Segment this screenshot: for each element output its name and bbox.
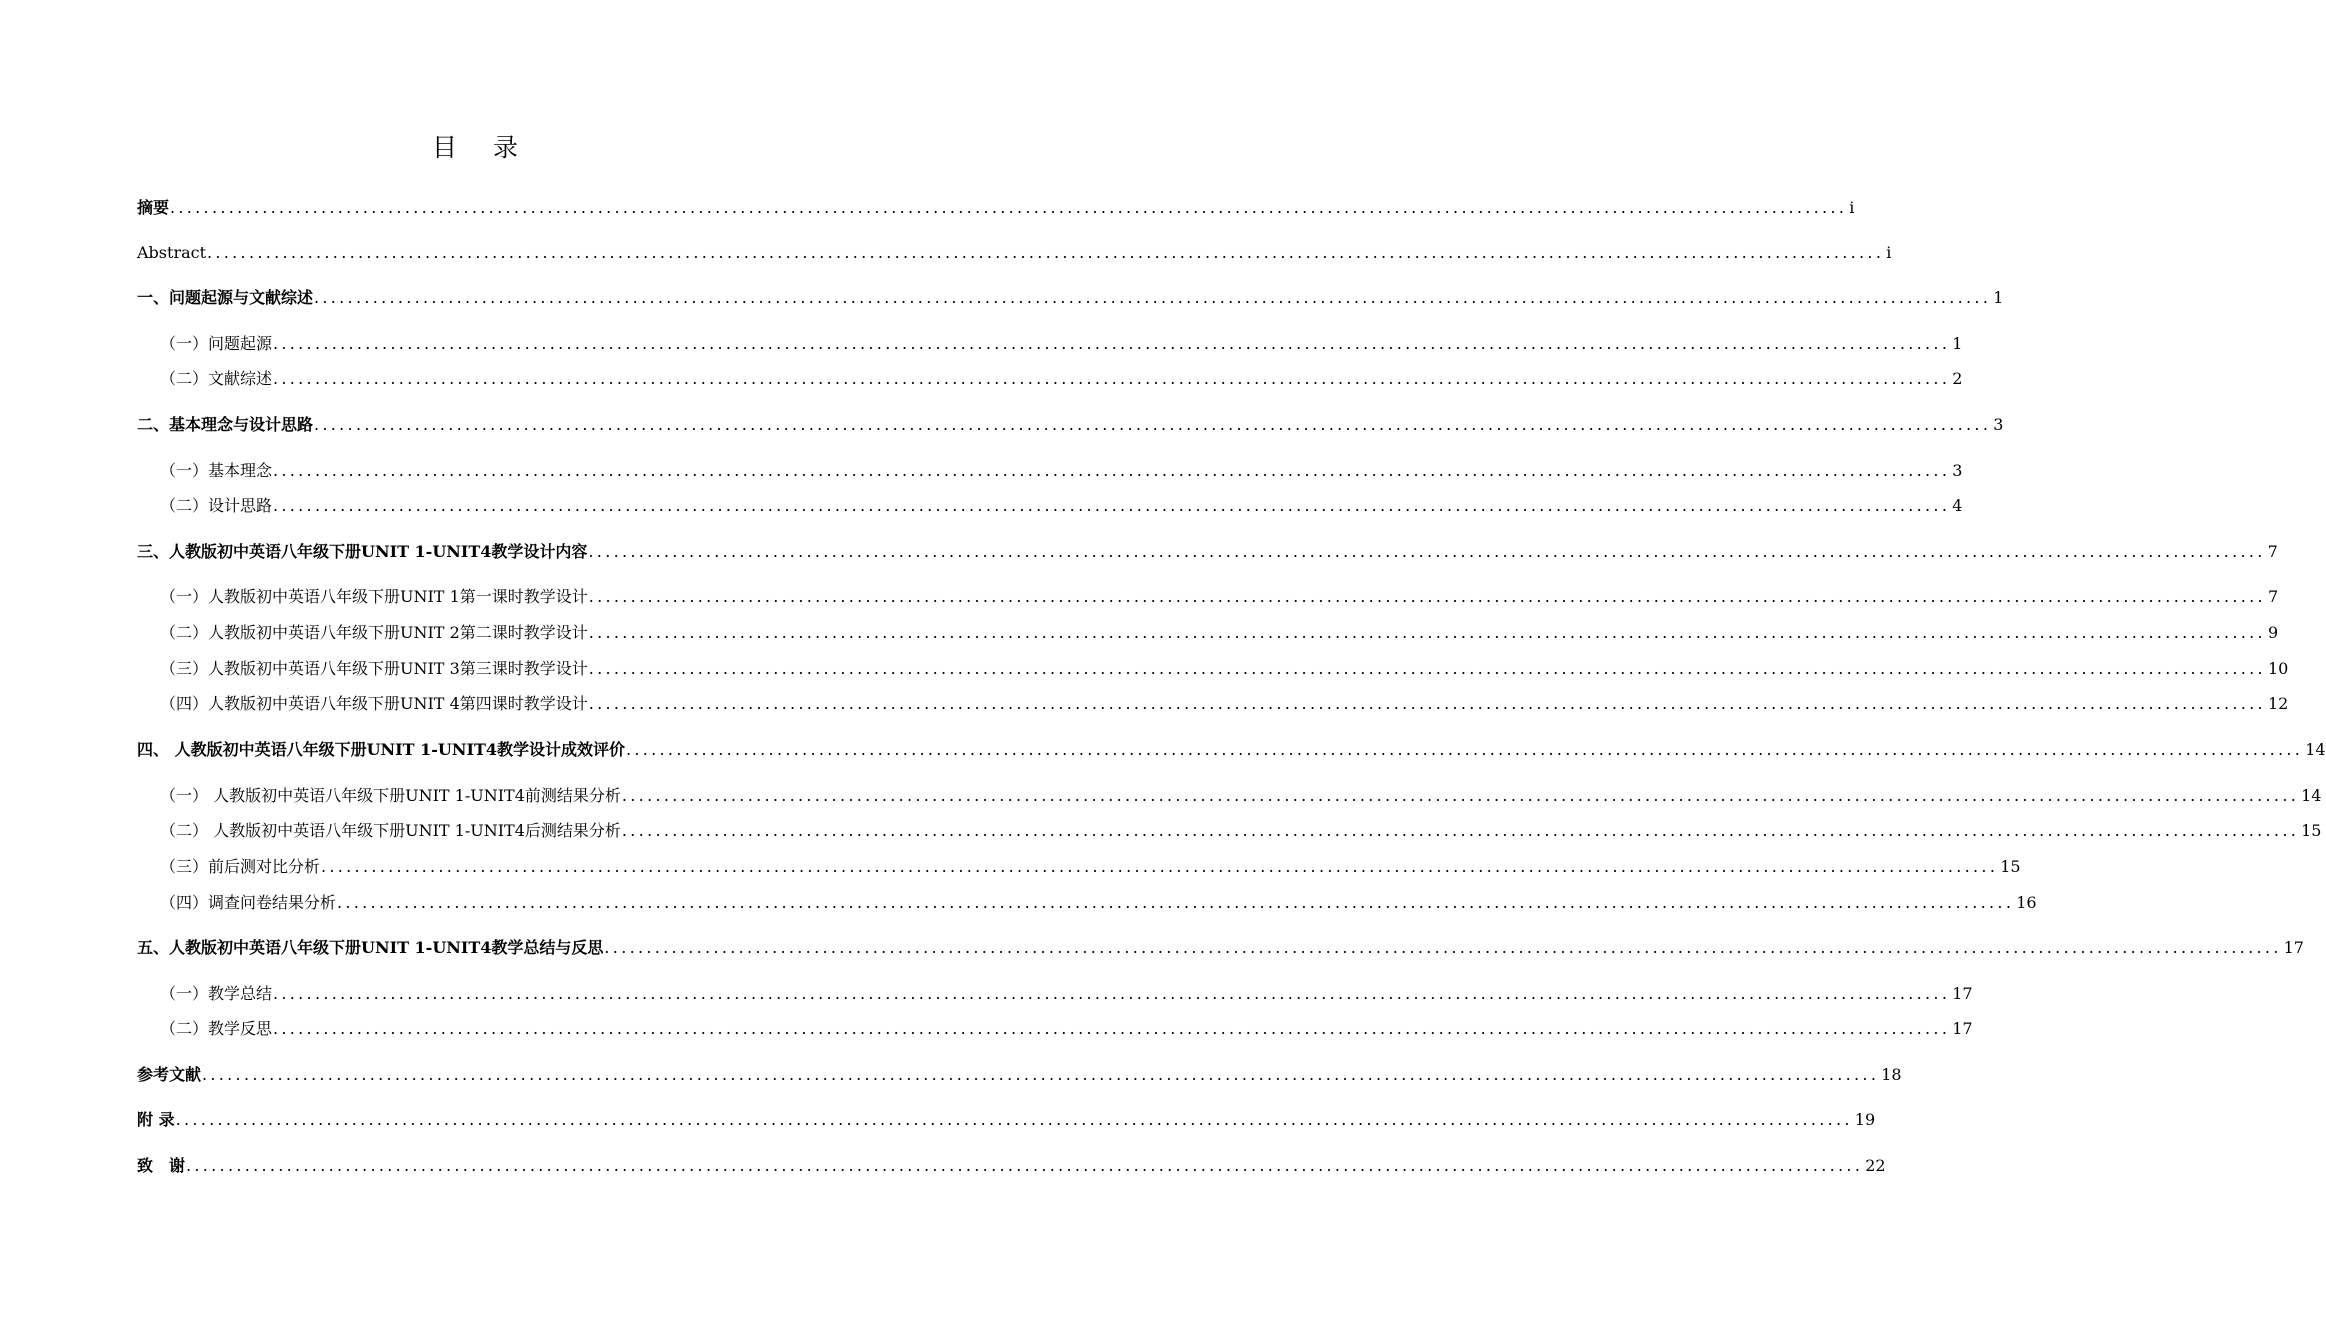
toc-entry-title: 一、问题起源与文献综述 [137,288,314,307]
toc-entry[interactable] [160,367,1963,391]
toc-page-number: 14 [2305,740,2326,759]
toc-leader-dots: ........................................................................................................................................................................................................ [604,938,2282,957]
toc-entry-title: （一） 人教版初中英语八年级下册UNIT 1-UNIT4前测结果分析 [160,786,621,805]
toc-entry-title: （二）教学反思 [160,1019,273,1038]
toc-entry[interactable] [160,1017,1973,1041]
toc-entry[interactable] [160,819,2322,843]
toc-leader-dots: ........................................................................................................................................................................................................ [337,893,2015,912]
toc-entry-title: 致 谢 [137,1156,186,1175]
toc-entry[interactable] [160,585,2279,609]
toc-entry-title: （一）问题起源 [160,334,273,353]
toc-page-number: 19 [1854,1110,1876,1129]
toc-page-number: 12 [2267,694,2289,713]
toc-leader-dots: ........................................................................................................................................................................................................ [170,198,1848,217]
toc-entry[interactable] [160,494,1963,518]
toc-entry-title: （二） 人教版初中英语八年级下册UNIT 1-UNIT4后测结果分析 [160,821,621,840]
toc-page-number: i [1849,198,1855,217]
toc-leader-dots: ........................................................................................................................................................................................................ [175,1110,1853,1129]
toc-entry[interactable] [137,540,2278,564]
toc-entry[interactable] [137,1154,1886,1178]
toc-entry-title: （二）设计思路 [160,496,273,515]
toc-page-number: i [1886,243,1892,262]
toc-entry-title: （一）基本理念 [160,461,273,480]
toc-entry[interactable] [160,891,2037,915]
toc-leader-dots: ........................................................................................................................................................................................................ [588,659,2266,678]
toc-page-number: 17 [1952,1019,1973,1038]
toc-page-number: 1 [1952,334,1963,353]
toc-leader-dots: ........................................................................................................................................................................................................ [588,694,2266,713]
toc-entry[interactable] [160,855,2021,879]
toc-entry[interactable] [137,241,1892,265]
toc-entry-title: 摘要 [137,198,170,217]
toc-entry[interactable] [137,1063,1902,1087]
toc-entry[interactable] [137,1108,1876,1132]
toc-leader-dots: ........................................................................................................................................................................................................ [273,369,1951,388]
toc-entry[interactable] [137,196,1855,220]
toc-entry-title: （四）人教版初中英语八年级下册UNIT 4第四课时教学设计 [160,694,588,713]
toc-entry-title: Abstract [137,243,207,262]
toc-entry-title: （三）人教版初中英语八年级下册UNIT 3第三课时教学设计 [160,659,588,678]
toc-entry[interactable] [137,738,2326,762]
toc-page-number: 7 [2267,587,2279,606]
toc-page-number: 4 [1952,496,1963,515]
toc-page-number: 7 [2267,542,2278,561]
toc-entry-title: （四）调查问卷结果分析 [160,893,337,912]
toc-entry-title: （三）前后测对比分析 [160,857,321,876]
toc-entry[interactable] [160,459,1963,483]
toc-entry-title: 二、基本理念与设计思路 [137,415,314,434]
toc-entry-title: （二）人教版初中英语八年级下册UNIT 2第二课时教学设计 [160,623,588,642]
toc-entry-title: （一）教学总结 [160,984,273,1003]
toc-page-number: 22 [1865,1156,1886,1175]
toc-leader-dots: ........................................................................................................................................................................................................ [588,542,2266,561]
page-title: 目 录 [432,133,532,162]
toc-page-number: 15 [2000,857,2021,876]
toc-leader-dots: ........................................................................................................................................................................................................ [273,461,1951,480]
toc-entry-title: 三、人教版初中英语八年级下册UNIT 1-UNIT4教学设计内容 [137,542,588,561]
toc-leader-dots: ........................................................................................................................................................................................................ [626,740,2304,759]
toc-leader-dots: ........................................................................................................................................................................................................ [273,496,1951,515]
toc-entry[interactable] [160,784,2322,808]
toc-page-number: 2 [1952,369,1963,388]
toc-page-number: 16 [2016,893,2037,912]
toc-page-number: 14 [2301,786,2322,805]
toc-entry-title: 参考文献 [137,1065,202,1084]
toc-entry-title: 附 录 [137,1110,175,1129]
toc-page-number: 15 [2301,821,2322,840]
toc-entry-title: （一）人教版初中英语八年级下册UNIT 1第一课时教学设计 [160,587,588,606]
toc-leader-dots: ........................................................................................................................................................................................................ [321,857,1999,876]
toc-entry-title: 四、 人教版初中英语八年级下册UNIT 1-UNIT4教学设计成效评价 [137,740,625,759]
toc-leader-dots: ........................................................................................................................................................................................................ [273,984,1951,1003]
toc-leader-dots: ........................................................................................................................................................................................................ [621,821,2300,840]
toc-leader-dots: ........................................................................................................................................................................................................ [588,587,2266,606]
toc-entry[interactable] [137,286,2004,310]
toc-entry[interactable] [137,413,2004,437]
toc-leader-dots: ........................................................................................................................................................................................................ [588,623,2266,642]
toc-leader-dots: ........................................................................................................................................................................................................ [314,415,1992,434]
toc-page-number: 1 [1993,288,2004,307]
toc-leader-dots: ........................................................................................................................................................................................................ [186,1156,1864,1175]
toc-entry[interactable] [137,936,2304,960]
toc-leader-dots: ........................................................................................................................................................................................................ [273,334,1951,353]
toc-leader-dots: ........................................................................................................................................................................................................ [314,288,1992,307]
toc-page-number: 9 [2267,623,2279,642]
toc-leader-dots: ........................................................................................................................................................................................................ [273,1019,1951,1038]
toc-entry[interactable] [160,982,1973,1006]
toc-page-number: 17 [1952,984,1973,1003]
toc-page-number: 17 [2283,938,2304,957]
toc-leader-dots: ........................................................................................................................................................................................................ [621,786,2300,805]
toc-entry[interactable] [160,692,2289,716]
toc-entry[interactable] [160,657,2289,681]
toc-entry[interactable] [160,621,2279,645]
toc-page-number: 3 [1952,461,1963,480]
toc-page-number: 10 [2267,659,2289,678]
toc-page-number: 3 [1993,415,2004,434]
toc-page-number: 18 [1881,1065,1902,1084]
toc-entry[interactable] [160,332,1963,356]
toc-entry-title: （二）文献综述 [160,369,273,388]
toc-leader-dots: ........................................................................................................................................................................................................ [202,1065,1880,1084]
toc-leader-dots: ........................................................................................................................................................................................................ [207,243,1885,262]
toc-entry-title: 五、人教版初中英语八年级下册UNIT 1-UNIT4教学总结与反思 [137,938,604,957]
